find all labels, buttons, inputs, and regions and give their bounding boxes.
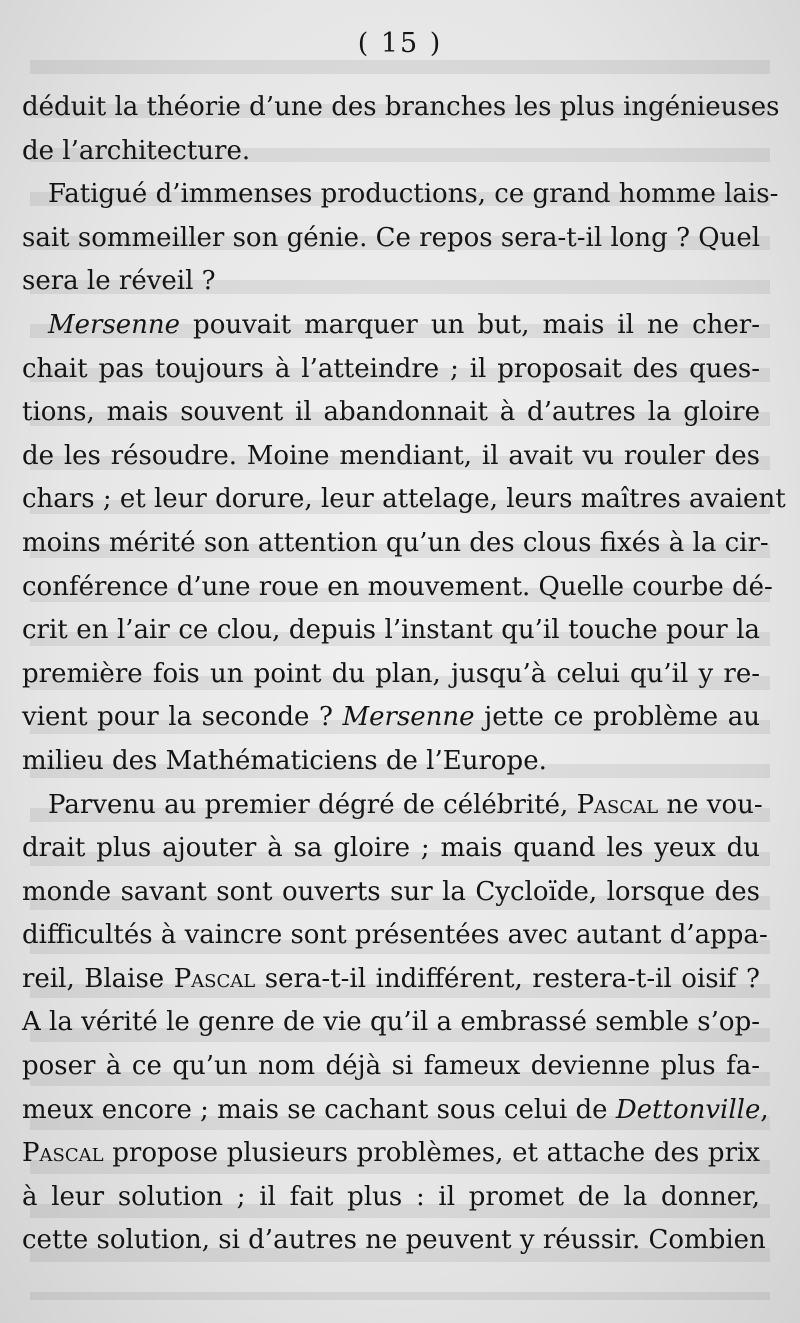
text-run: crit en l’air ce clou, depuis l’instant qu’il touche pour la [22, 615, 760, 646]
text-line [22, 391, 760, 435]
text-line [22, 740, 760, 784]
text-run: moins mérité son attention qu’un des clous fixés à la cir- [22, 527, 769, 558]
text-run: poser à ce qu’un nom déjà si fameux devienne plus fa- [22, 1051, 760, 1082]
body-text [22, 86, 786, 1263]
italic-text: Mersenne [342, 702, 475, 733]
text-run: sera le réveil ? [22, 266, 216, 297]
text-line [22, 609, 760, 653]
text-run: de l’architecture. [22, 135, 251, 166]
text-line [22, 958, 760, 1002]
text-run: A la vérité le genre de vie qu’il a embrassé semble s’op- [22, 1007, 760, 1038]
text-run: Parvenu au premier dégré de célébrité, [48, 789, 577, 820]
text-line [22, 827, 760, 871]
text-run: cette solution, si d’autres ne peuvent y réussir. Combien [22, 1225, 766, 1256]
small-caps-name: Pascal [173, 963, 256, 994]
text-line [22, 1045, 760, 1089]
text-run: conférence d’une roue en mouvement. Quelle courbe dé- [22, 571, 773, 602]
text-line [22, 478, 786, 522]
text-run: pouvait marquer un but, mais il ne cher- [180, 309, 760, 340]
text-run: meux encore ; mais se cachant sous celui de [22, 1094, 616, 1125]
text-line [22, 696, 760, 740]
text-run: milieu des Mathématiciens de l’Europe. [22, 745, 547, 776]
text-run: propose plusieurs problèmes, et attache des prix [103, 1138, 760, 1169]
text-run: jette ce problème au [474, 702, 760, 733]
text-line [22, 260, 760, 304]
italic-text: Mersenne [48, 309, 181, 340]
text-run: chait pas toujours à l’atteindre ; il proposait des ques- [22, 353, 760, 384]
text-line [22, 130, 760, 174]
text-line [22, 86, 780, 130]
text-run: drait plus ajouter à sa gloire ; mais quand les yeux du [22, 833, 760, 864]
text-line [22, 173, 779, 217]
text-run: monde savant sont ouverts sur la Cycloïde, lorsque des [22, 876, 760, 907]
text-run: vient pour la seconde ? [22, 702, 343, 733]
italic-text: Dettonville [615, 1094, 761, 1125]
text-line [22, 1001, 760, 1045]
small-caps-name: Pascal [22, 1138, 104, 1169]
text-run: première fois un point du plan, jusqu’à celui qu’il y re- [22, 658, 760, 689]
text-run: Fatigué d’immenses productions, ce grand homme lais- [48, 179, 779, 210]
text-line [22, 304, 760, 348]
text-run: sera-t-il indifférent, restera-t-il oisif ? [255, 963, 760, 994]
text-line [22, 435, 760, 479]
text-run: ne vou- [658, 789, 763, 820]
text-run: de les résoudre. Moine mendiant, il avait vu rouler des [22, 440, 760, 471]
text-run: sait sommeiller son génie. Ce repos sera-t-il long ? Quel [22, 222, 761, 253]
text-line [22, 1089, 769, 1133]
text-line [22, 1176, 760, 1220]
text-line [22, 348, 760, 392]
page-number: ( 15 ) [357, 28, 443, 59]
text-line [22, 914, 768, 958]
text-line [22, 871, 760, 915]
text-run: tions, mais souvent il abandonnait à d’autres la gloire [22, 397, 760, 428]
text-line [22, 1219, 766, 1263]
text-line [22, 1132, 760, 1176]
small-caps-name: Pascal [576, 789, 659, 820]
text-run: à leur solution ; il fait plus : il promet de la donner, [22, 1181, 760, 1212]
text-line [22, 217, 760, 261]
text-run: chars ; et leur dorure, leur attelage, leurs maîtres avaient [22, 484, 786, 515]
text-line [22, 784, 763, 828]
text-line [22, 566, 773, 610]
text-run: difficultés à vaincre sont présentées avec autant d’appa- [22, 920, 768, 951]
text-run: , [760, 1094, 769, 1125]
text-run: reil, Blaise [22, 963, 174, 994]
text-line [22, 653, 760, 697]
text-line [22, 522, 769, 566]
text-run: déduit la théorie d’une des branches les plus ingénieuses [22, 92, 780, 122]
